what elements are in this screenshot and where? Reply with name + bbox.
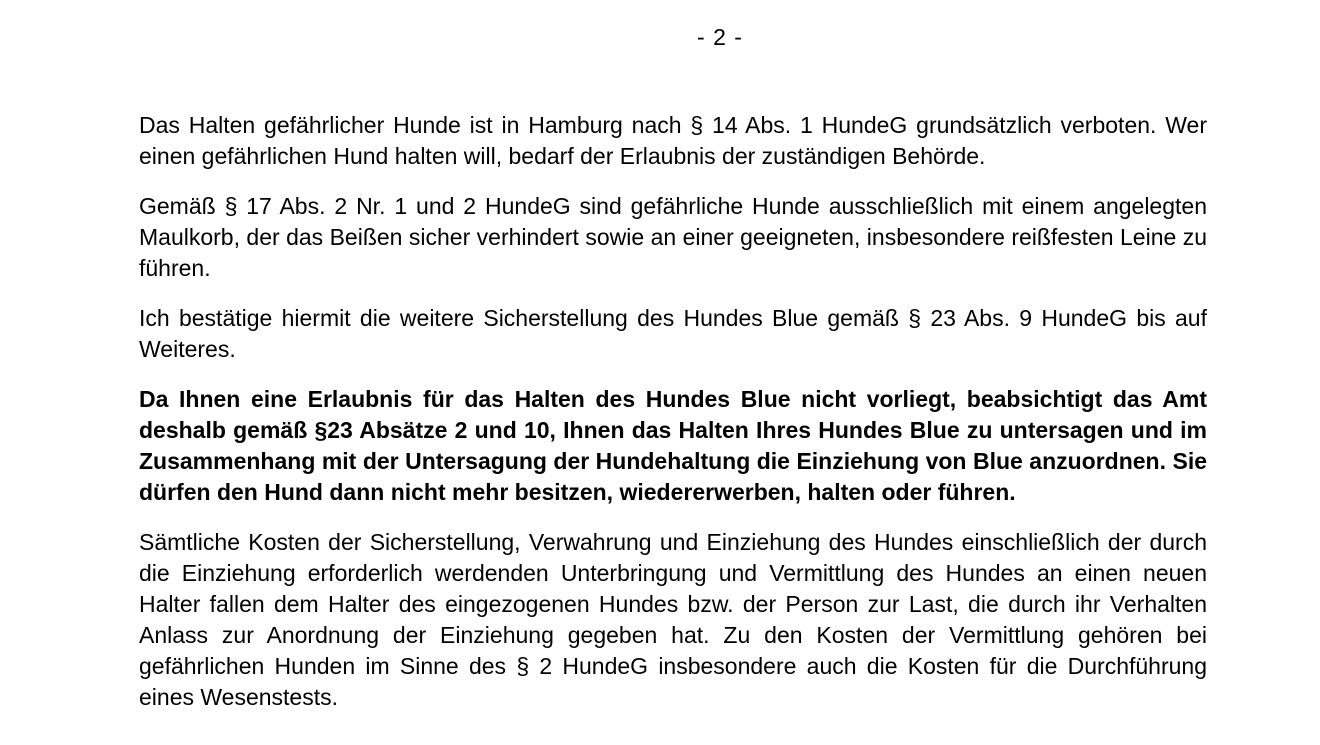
paragraph-prohibition: Das Halten gefährlicher Hunde ist in Hamburg nach § 14 Abs. 1 HundeG grundsätzlich verboten. Wer einen gefährlichen Hund halten will, bedarf der Erlaubnis der zuständigen Behörde. [139, 112, 1207, 169]
paragraph-intended-prohibition: Da Ihnen eine Erlaubnis für das Halten des Hundes Blue nicht vorliegt, beabsichtigt das Amt deshalb gemäß §23 Absätze 2 und 10, Ihnen das Halten Ihres Hundes Blue zu untersagen und im Zusammenhang mit der Untersagung der Hundehaltung die Einziehung von Blue anzuordnen. Sie dürfen den Hund dann nicht mehr besitzen, wiedererwerben, halten oder führen. [139, 386, 1207, 505]
paragraph-seizure-confirmation: Ich bestätige hiermit die weitere Sicherstellung des Hundes Blue gemäß § 23 Abs. 9 HundeG bis auf Weiteres. [139, 305, 1207, 362]
paragraph-costs: Sämtliche Kosten der Sicherstellung, Verwahrung und Einziehung des Hundes einschließlich der durch die Einziehung erforderlich werdenden Unterbringung und Vermittlung des Hundes an einen neuen Halter fallen dem Halter des eingezogenen Hundes bzw. der Person zur Last, die durch ihr Verhalten Anlass zur Anordnung der Einziehung gegeben hat. Zu den Kosten der Vermittlung gehören bei gefährlichen Hunden im Sinne des § 2 HundeG insbesondere auch die Kosten für die Durchführung eines Wesenstests. [139, 529, 1207, 710]
document-body [139, 110, 1207, 732]
page-number: - 2 - [697, 24, 743, 50]
paragraph-muzzle-leash: Gemäß § 17 Abs. 2 Nr. 1 und 2 HundeG sind gefährliche Hunde ausschließlich mit einem angelegten Maulkorb, der das Beißen sicher verhindert sowie an einer geeigneten, insbesondere reißfesten Leine zu führen. [139, 193, 1207, 281]
